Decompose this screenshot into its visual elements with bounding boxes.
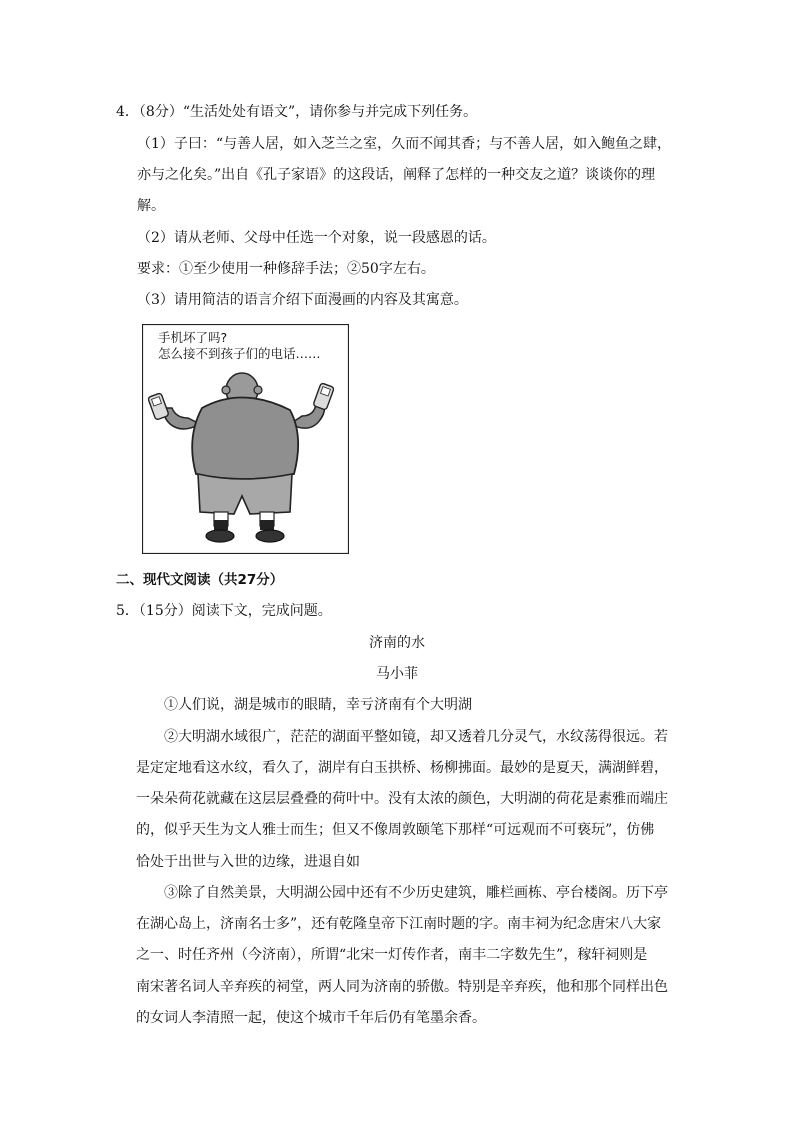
q4-part1-line1: （1）子曰：“与善人居，如入芝兰之室，久而不闻其香；与不善人居，如入鲍鱼之肆，: [137, 136, 672, 152]
article-paragraph-3-line5: 的女词人李清照一起，使这个城市千年后仍有笔墨余香。: [136, 1010, 486, 1026]
cartoon-illustration: [142, 324, 349, 554]
cartoon-caption-line2: 怎么接不到孩子们的电话……: [158, 346, 321, 361]
cartoon-caption-line1: 手机坏了吗?: [158, 330, 228, 345]
q5-stem: 5．（15分）阅读下文，完成问题。: [116, 603, 332, 619]
article-paragraph-2-line2: 是定定地看这水纹，看久了，湖岸有白玉拱桥、杨柳拂面。最妙的是夏天，满湖鲜碧，: [136, 760, 668, 776]
article-title: 济南的水: [369, 635, 425, 651]
q4-part2: （2）请从老师、父母中任选一个对象，说一段感恩的话。: [137, 230, 496, 246]
article-paragraph-3-line4: 南宋著名词人辛弃疾的祠堂，两人同为济南的骄傲。特别是辛弃疾，他和那个同样出色: [136, 979, 668, 995]
article-paragraph-2-line4: 的，似乎天生为文人雅士而生；但又不像周敦颐笔下那样“可远观而不可亵玩”，仿佛: [136, 822, 655, 838]
article-paragraph-2-line5: 恰处于出世与入世的边缘，进退自如: [136, 854, 360, 870]
section-heading-modern-reading: 二、现代文阅读（共27分）: [116, 572, 284, 588]
q4-part2-requirement: 要求：①至少使用一种修辞手法；②50字左右。: [137, 261, 435, 277]
article-paragraph-3-line2: 在湖心岛上，济南名士多”，还有乾隆皇帝下江南时题的字。南丰祠为纪念唐宋八大家: [136, 916, 662, 932]
q4-part1-line3: 解。: [137, 198, 165, 214]
article-paragraph-3-line1: ③除了自然美景，大明湖公园中还有不少历史建筑，雕栏画栋、亭台楼阁。历下亭: [164, 885, 668, 901]
article-paragraph-2-line3: 一朵朵荷花就藏在这层层叠叠的荷叶中。没有太浓的颜色，大明湖的荷花是素雅而端庄: [136, 791, 668, 807]
q4-part1-line2: 亦与之化矣。”出自《孔子家语》的这段话，阐释了怎样的一种交友之道？谈谈你的理: [137, 167, 656, 183]
cartoon-grandpa-phones-icon: [142, 324, 349, 554]
article-paragraph-1: ①人们说，湖是城市的眼睛，幸亏济南有个大明湖: [164, 697, 472, 713]
q4-stem: 4．（8分）“生活处处有语文”，请你参与并完成下列任务。: [116, 104, 478, 120]
q4-part3: （3）请用简洁的语言介绍下面漫画的内容及其寓意。: [137, 292, 468, 308]
article-author: 马小菲: [376, 666, 418, 682]
article-paragraph-3-line3: 之一、时任齐州（今济南），所谓“北宋一灯传作者，南丰二字数先生”，稼轩祠则是: [136, 947, 648, 963]
article-paragraph-2-line1: ②大明湖水域很广，茫茫的湖面平整如镜，却又透着几分灵气，水纹荡得很远。若: [164, 729, 668, 745]
